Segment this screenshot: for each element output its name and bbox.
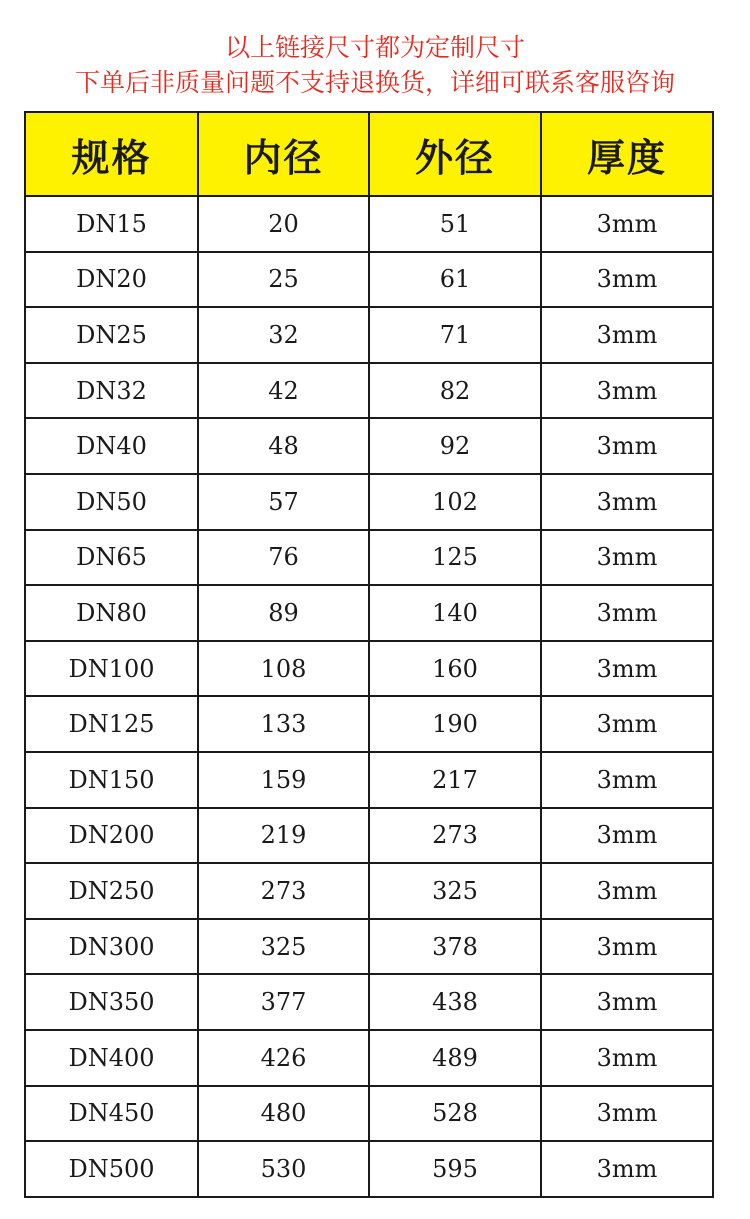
cell-spec: DN80 xyxy=(25,585,198,641)
cell-outer-diameter: 217 xyxy=(369,752,541,808)
cell-inner-diameter: 273 xyxy=(198,863,369,919)
table-row xyxy=(25,252,713,308)
cell-outer-diameter: 82 xyxy=(369,363,541,419)
cell-inner-diameter: 325 xyxy=(198,919,369,975)
table-row xyxy=(25,641,713,697)
header-spec: 规格 xyxy=(25,112,198,196)
cell-thickness: 3mm xyxy=(541,530,713,586)
cell-outer-diameter: 160 xyxy=(369,641,541,697)
table-row xyxy=(25,808,713,864)
table-row xyxy=(25,1141,713,1197)
cell-thickness: 3mm xyxy=(541,585,713,641)
cell-inner-diameter: 530 xyxy=(198,1141,369,1197)
table-row xyxy=(25,1030,713,1086)
header-thickness: 厚度 xyxy=(541,112,713,196)
table-row xyxy=(25,863,713,919)
cell-thickness: 3mm xyxy=(541,863,713,919)
cell-inner-diameter: 108 xyxy=(198,641,369,697)
cell-outer-diameter: 438 xyxy=(369,974,541,1030)
spec-table xyxy=(24,111,714,1198)
table-row xyxy=(25,196,713,252)
cell-spec: DN32 xyxy=(25,363,198,419)
cell-inner-diameter: 219 xyxy=(198,808,369,864)
cell-spec: DN150 xyxy=(25,752,198,808)
cell-thickness: 3mm xyxy=(541,1141,713,1197)
cell-spec: DN40 xyxy=(25,418,198,474)
cell-inner-diameter: 159 xyxy=(198,752,369,808)
cell-outer-diameter: 273 xyxy=(369,808,541,864)
cell-outer-diameter: 190 xyxy=(369,696,541,752)
cell-spec: DN450 xyxy=(25,1086,198,1142)
table-row xyxy=(25,585,713,641)
cell-inner-diameter: 48 xyxy=(198,418,369,474)
cell-thickness: 3mm xyxy=(541,1030,713,1086)
cell-thickness: 3mm xyxy=(541,1086,713,1142)
cell-inner-diameter: 20 xyxy=(198,196,369,252)
cell-inner-diameter: 377 xyxy=(198,974,369,1030)
cell-spec: DN65 xyxy=(25,530,198,586)
table-row xyxy=(25,530,713,586)
cell-thickness: 3mm xyxy=(541,641,713,697)
cell-spec: DN350 xyxy=(25,974,198,1030)
table-row xyxy=(25,1086,713,1142)
cell-outer-diameter: 595 xyxy=(369,1141,541,1197)
cell-thickness: 3mm xyxy=(541,196,713,252)
cell-thickness: 3mm xyxy=(541,307,713,363)
cell-outer-diameter: 102 xyxy=(369,474,541,530)
header-outer-diameter: 外径 xyxy=(369,112,541,196)
table-row xyxy=(25,474,713,530)
table-row xyxy=(25,307,713,363)
cell-outer-diameter: 325 xyxy=(369,863,541,919)
cell-outer-diameter: 71 xyxy=(369,307,541,363)
cell-outer-diameter: 528 xyxy=(369,1086,541,1142)
cell-spec: DN200 xyxy=(25,808,198,864)
cell-outer-diameter: 378 xyxy=(369,919,541,975)
cell-inner-diameter: 426 xyxy=(198,1030,369,1086)
table-header-row xyxy=(25,112,713,196)
cell-inner-diameter: 25 xyxy=(198,252,369,308)
cell-thickness: 3mm xyxy=(541,474,713,530)
cell-spec: DN25 xyxy=(25,307,198,363)
cell-inner-diameter: 480 xyxy=(198,1086,369,1142)
table-row xyxy=(25,919,713,975)
header-inner-diameter: 内径 xyxy=(198,112,369,196)
cell-outer-diameter: 51 xyxy=(369,196,541,252)
cell-spec: DN20 xyxy=(25,252,198,308)
cell-spec: DN250 xyxy=(25,863,198,919)
table-row xyxy=(25,752,713,808)
cell-outer-diameter: 489 xyxy=(369,1030,541,1086)
cell-inner-diameter: 32 xyxy=(198,307,369,363)
cell-spec: DN125 xyxy=(25,696,198,752)
cell-spec: DN100 xyxy=(25,641,198,697)
cell-thickness: 3mm xyxy=(541,252,713,308)
cell-spec: DN400 xyxy=(25,1030,198,1086)
cell-inner-diameter: 57 xyxy=(198,474,369,530)
table-row xyxy=(25,363,713,419)
cell-inner-diameter: 42 xyxy=(198,363,369,419)
table-body xyxy=(25,196,713,1197)
table-row xyxy=(25,696,713,752)
cell-thickness: 3mm xyxy=(541,919,713,975)
table-row xyxy=(25,418,713,474)
cell-inner-diameter: 89 xyxy=(198,585,369,641)
cell-thickness: 3mm xyxy=(541,808,713,864)
cell-outer-diameter: 61 xyxy=(369,252,541,308)
cell-thickness: 3mm xyxy=(541,696,713,752)
cell-spec: DN15 xyxy=(25,196,198,252)
cell-inner-diameter: 76 xyxy=(198,530,369,586)
notice-line-1: 以上链接尺寸都为定制尺寸 xyxy=(224,33,525,62)
cell-spec: DN300 xyxy=(25,919,198,975)
cell-thickness: 3mm xyxy=(541,363,713,419)
cell-thickness: 3mm xyxy=(541,418,713,474)
cell-spec: DN50 xyxy=(25,474,198,530)
cell-spec: DN500 xyxy=(25,1141,198,1197)
cell-outer-diameter: 125 xyxy=(369,530,541,586)
notice-line-2: 下单后非质量问题不支持退换货，详细可联系客服咨询 xyxy=(74,68,675,97)
cell-outer-diameter: 140 xyxy=(369,585,541,641)
cell-thickness: 3mm xyxy=(541,974,713,1030)
cell-thickness: 3mm xyxy=(541,752,713,808)
table-row xyxy=(25,974,713,1030)
cell-inner-diameter: 133 xyxy=(198,696,369,752)
cell-outer-diameter: 92 xyxy=(369,418,541,474)
